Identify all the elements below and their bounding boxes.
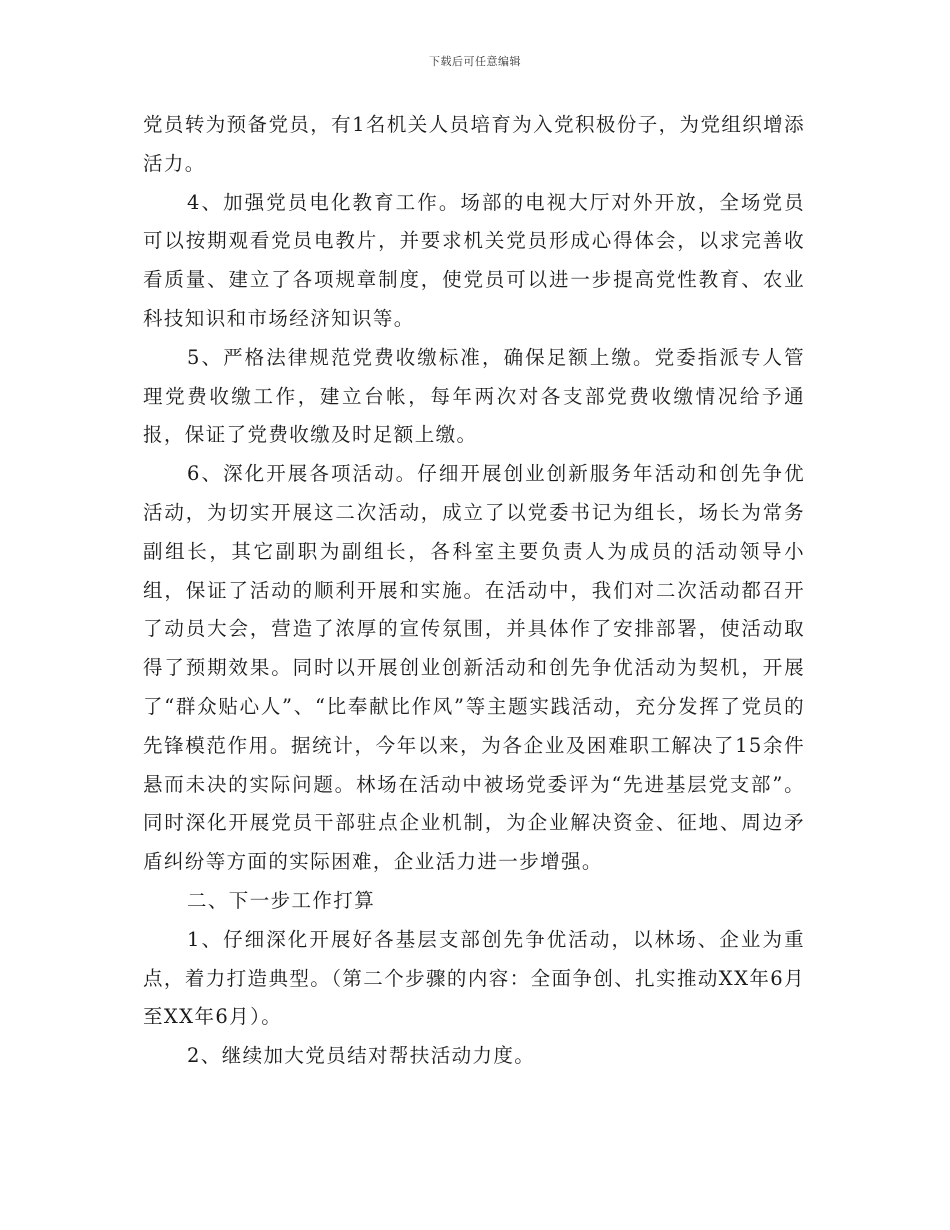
page-header-note: 下载后可任意编辑	[429, 55, 521, 68]
paragraph-item-5: 5、严格法律规范党费收缴标准，确保足额上缴。党委指派专人管理党费收缴工作，建立台帐，每年两次对各支部党费收缴情况给予通报，保证了党费收缴及时足额上缴。	[143, 345, 805, 447]
paragraph-item-6: 6、深化开展各项活动。仔细开展创业创新服务年活动和创先争优活动，为切实开展这二次活动，成立了以党委书记为组长，场长为常务副组长，其它副职为副组长，各科室主要负责人为成员的活动领导小组，保证了活动的顺利开展和实施。在活动中，我们对二次活动都召开了动员大会，营造了浓厚的宣传氛围，并具体作了安排部署，使活动取得了预期效果。同时以开展创业创新活动和创先争优活动为契机，开展了“群众贴心人”、“比奉献比作风”等主题实践活动，充分发挥了党员的先锋模范作用。据统计，今年以来，为各企业及困难职工解决了15余件悬而未决的实际问题。林场在活动中被场党委评为“先进基层党支部”。同时深化开展党员干部驻点企业机制，为企业解决资金、征地、周边矛盾纠纷等方面的实际困难，企业活力进一步增强。	[143, 462, 805, 874]
paragraph-continuation: 党员转为预备党员，有1名机关人员培育为入党积极份子，为党组织增添活力。	[143, 113, 805, 175]
section-heading-next-steps: 二、下一步工作打算	[187, 888, 376, 912]
paragraph-item-4: 4、加强党员电化教育工作。场部的电视大厅对外开放，全场党员可以按期观看党员电教片，并要求机关党员形成心得体会，以求完善收看质量、建立了各项规章制度，使党员可以进一步提高党性教育、农业科技知识和市场经济知识等。	[143, 190, 805, 330]
paragraph-plan-1: 1、仔细深化开展好各基层支部创先争优活动，以林场、企业为重点，着力打造典型。（第二个步骤的内容：全面争创、扎实推动XX年6月至XX年6月）。	[143, 927, 805, 1029]
document-body	[143, 106, 805, 1076]
paragraph-plan-2: 2、继续加大党员结对帮扶活动力度。	[187, 1044, 536, 1068]
